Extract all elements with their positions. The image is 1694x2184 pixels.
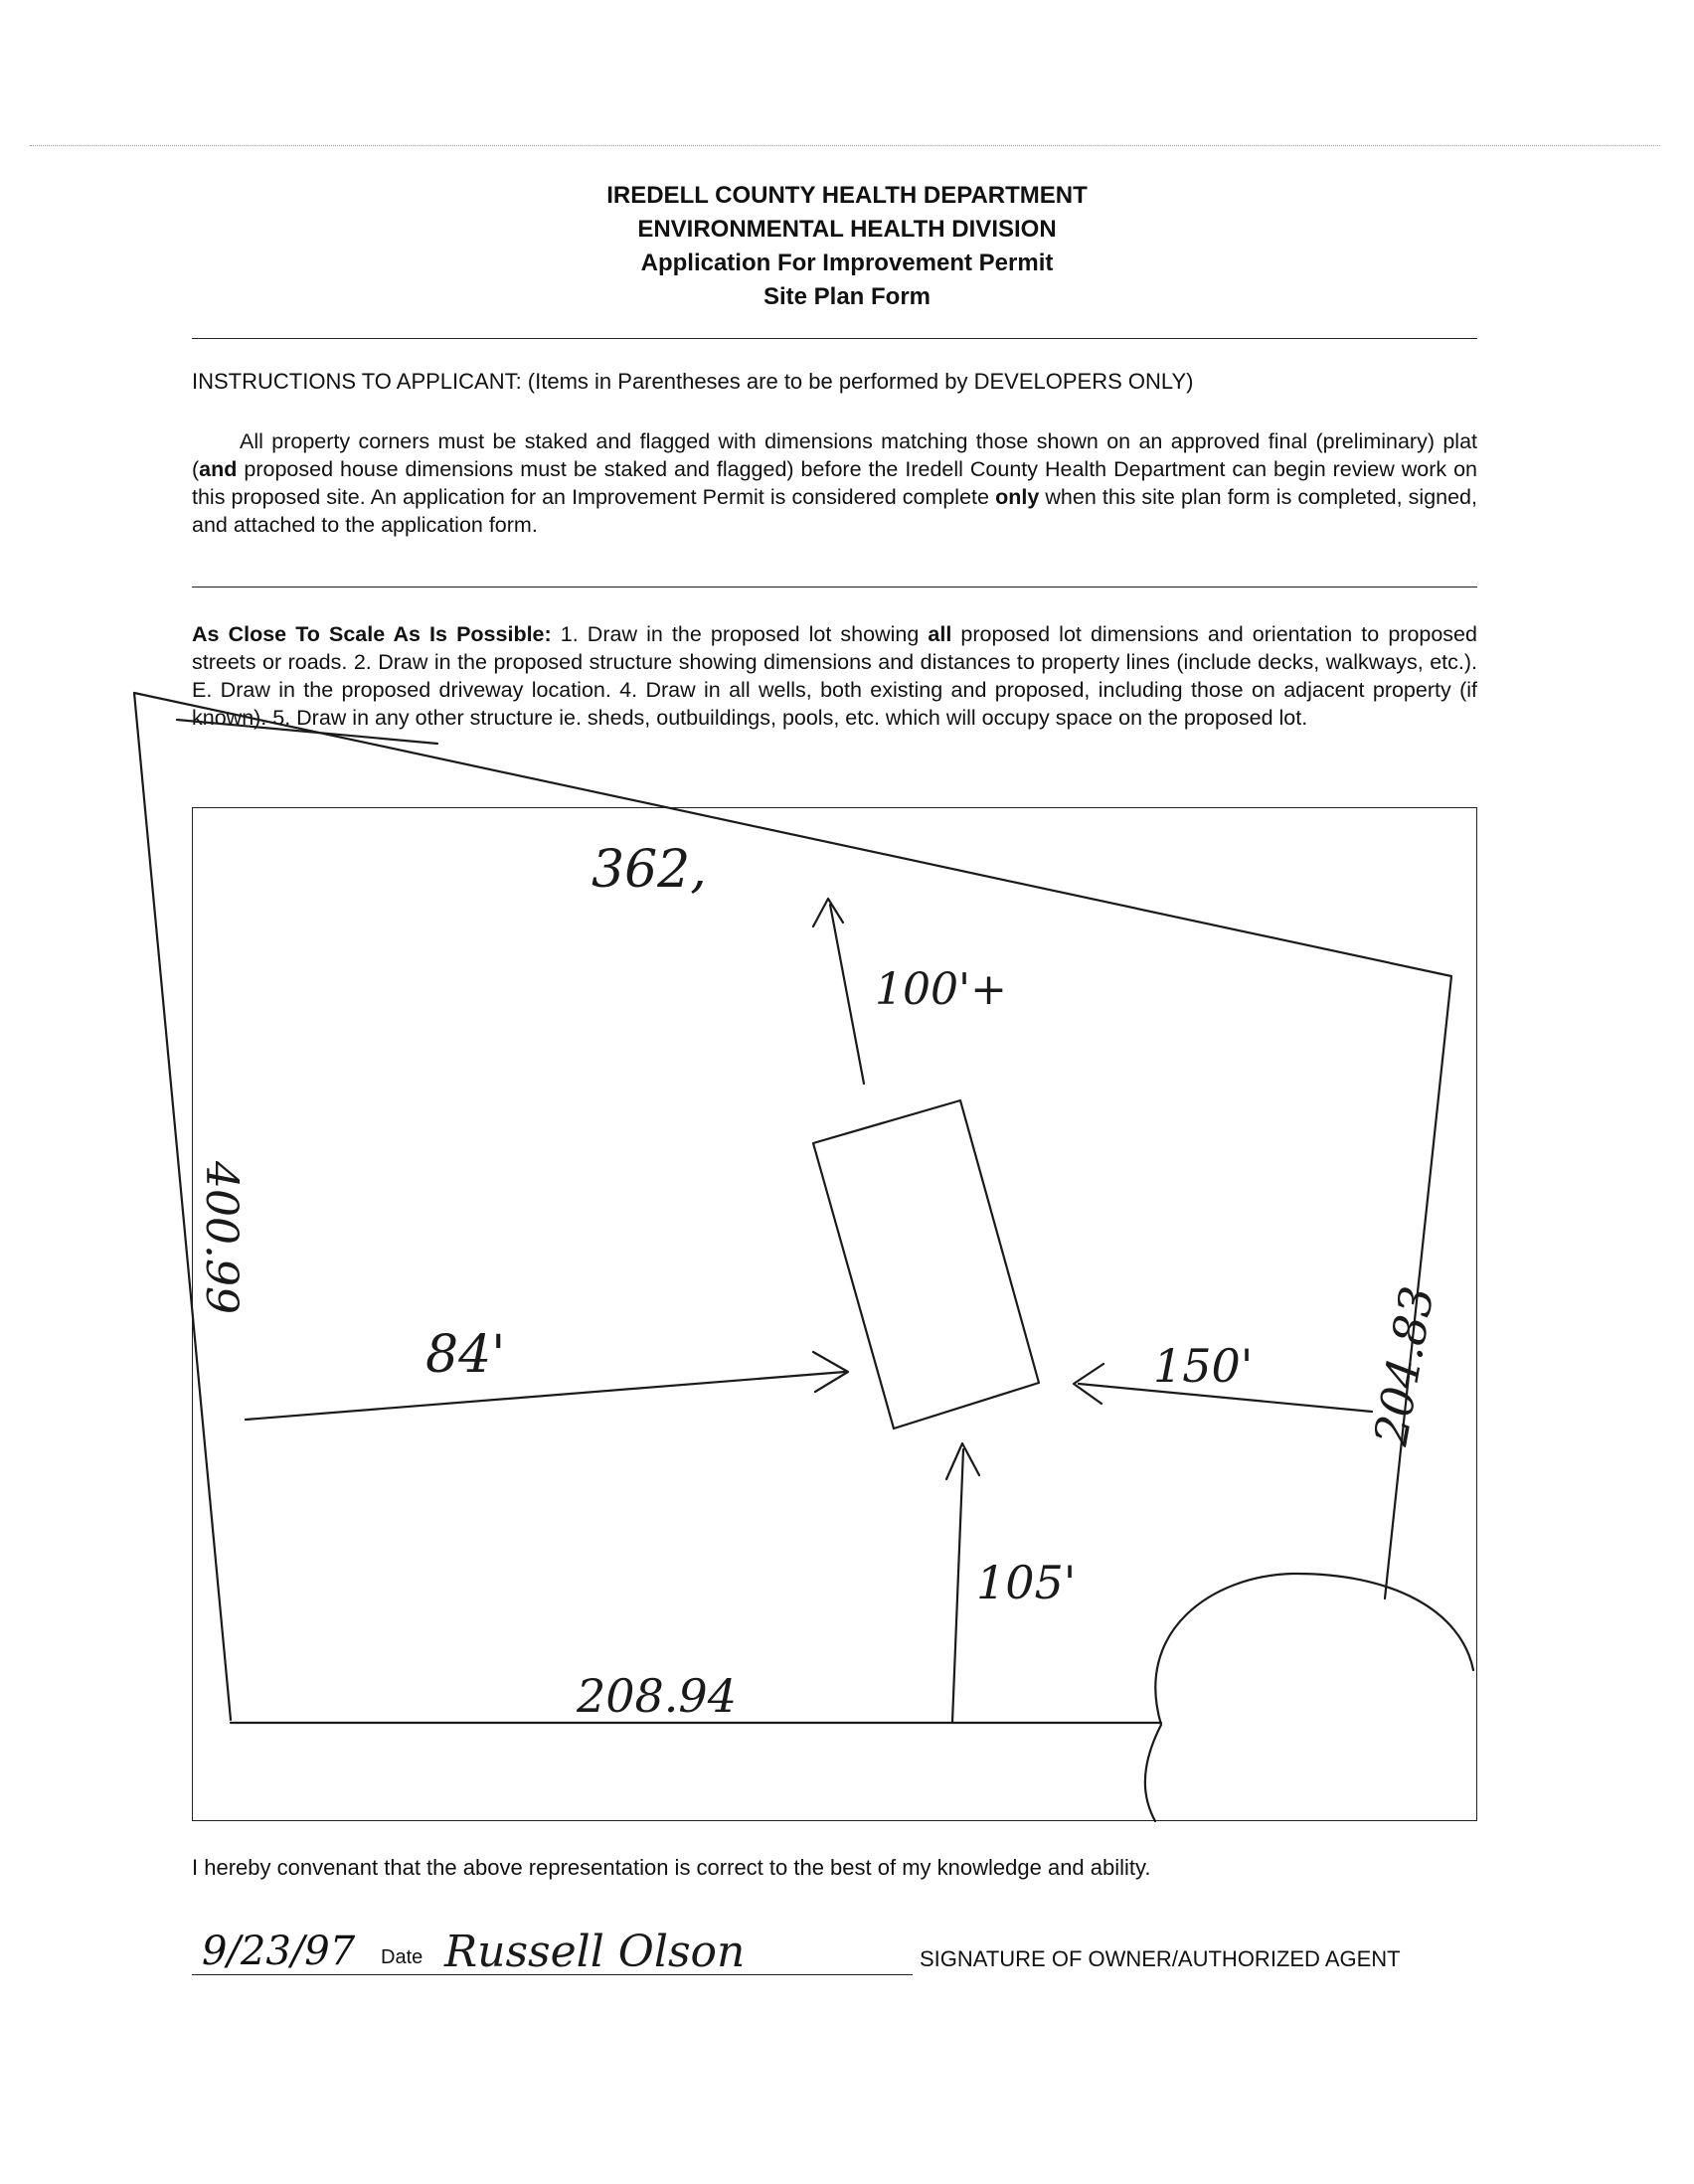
dim-right-204: 204.83	[1363, 1282, 1444, 1449]
header-application: Application For Improvement Permit	[640, 250, 1054, 276]
instructions-paragraph-2: As Close To Scale As Is Possible: 1. Draw in the proposed lot showing all proposed lot dimensions and orientation to proposed streets or roads. 2. Draw in the proposed structure showing dimensions and distances to property lines (include decks, walkways, etc.). E. Draw in the proposed driveway location. 4. Draw in all wells, both existing and proposed, including those on adjacent property (if known). 5. Draw in any other structure ie. sheds, outbuildings, pools, etc. which will occupy space on the proposed lot.	[192, 622, 1477, 730]
date-label: Date	[381, 1946, 424, 1968]
dim-top-362: 362,	[592, 840, 707, 900]
date-underline	[192, 1974, 430, 1975]
setback-left-84: 84'	[425, 1325, 506, 1385]
header-department: IREDELL COUNTY HEALTH DEPARTMENT	[606, 182, 1088, 209]
header-form-name: Site Plan Form	[762, 283, 932, 310]
lot-boundary	[134, 693, 1451, 1720]
instructions-paragraph-1: All property corners must be staked and flagged with dimensions matching those shown on an approved final (preliminary) plat (and proposed house dimensions must be staked and flagged) before the Iredell County Health Department can begin review work on this proposed site. An application for an Improvement Permit is considered complete only when this site plan form is completed, signed, and attached to the application form.	[192, 429, 1477, 537]
date-value: 9/23/97	[202, 1929, 356, 1974]
header-division: ENVIRONMENTAL HEALTH DIVISION	[637, 216, 1057, 243]
signature-underline	[430, 1974, 913, 1975]
dim-bottom-208: 208.94	[577, 1669, 737, 1723]
setback-rear-105: 105'	[976, 1556, 1077, 1609]
house-footprint	[813, 1100, 1039, 1428]
arrow-rear-shaft	[952, 1449, 963, 1722]
signature-block	[192, 1929, 1484, 1988]
setback-front-100: 100'+	[875, 964, 1007, 1015]
instructions-heading: INSTRUCTIONS TO APPLICANT: (Items in Parentheses are to be performed by DEVELOPERS ONLY)	[192, 369, 1194, 394]
setback-right-150: 150'	[1153, 1339, 1254, 1393]
signature-label: SIGNATURE OF OWNER/AUTHORIZED AGENT	[920, 1946, 1401, 1971]
scribble-overstrike	[177, 720, 437, 744]
svg-text:Russell Olson: Russell Olson	[444, 1927, 746, 1977]
arrow-left-shaft	[246, 1372, 845, 1420]
well-circle	[1145, 1574, 1473, 1821]
owner-signature	[438, 1909, 906, 1988]
certification-statement: I hereby convenant that the above representation is correct to the best of my knowledge and ability.	[192, 1855, 1151, 1880]
dim-left-400: 400.99	[196, 1161, 247, 1314]
arrow-front-head	[813, 899, 843, 926]
arrow-front-shaft	[830, 905, 864, 1084]
